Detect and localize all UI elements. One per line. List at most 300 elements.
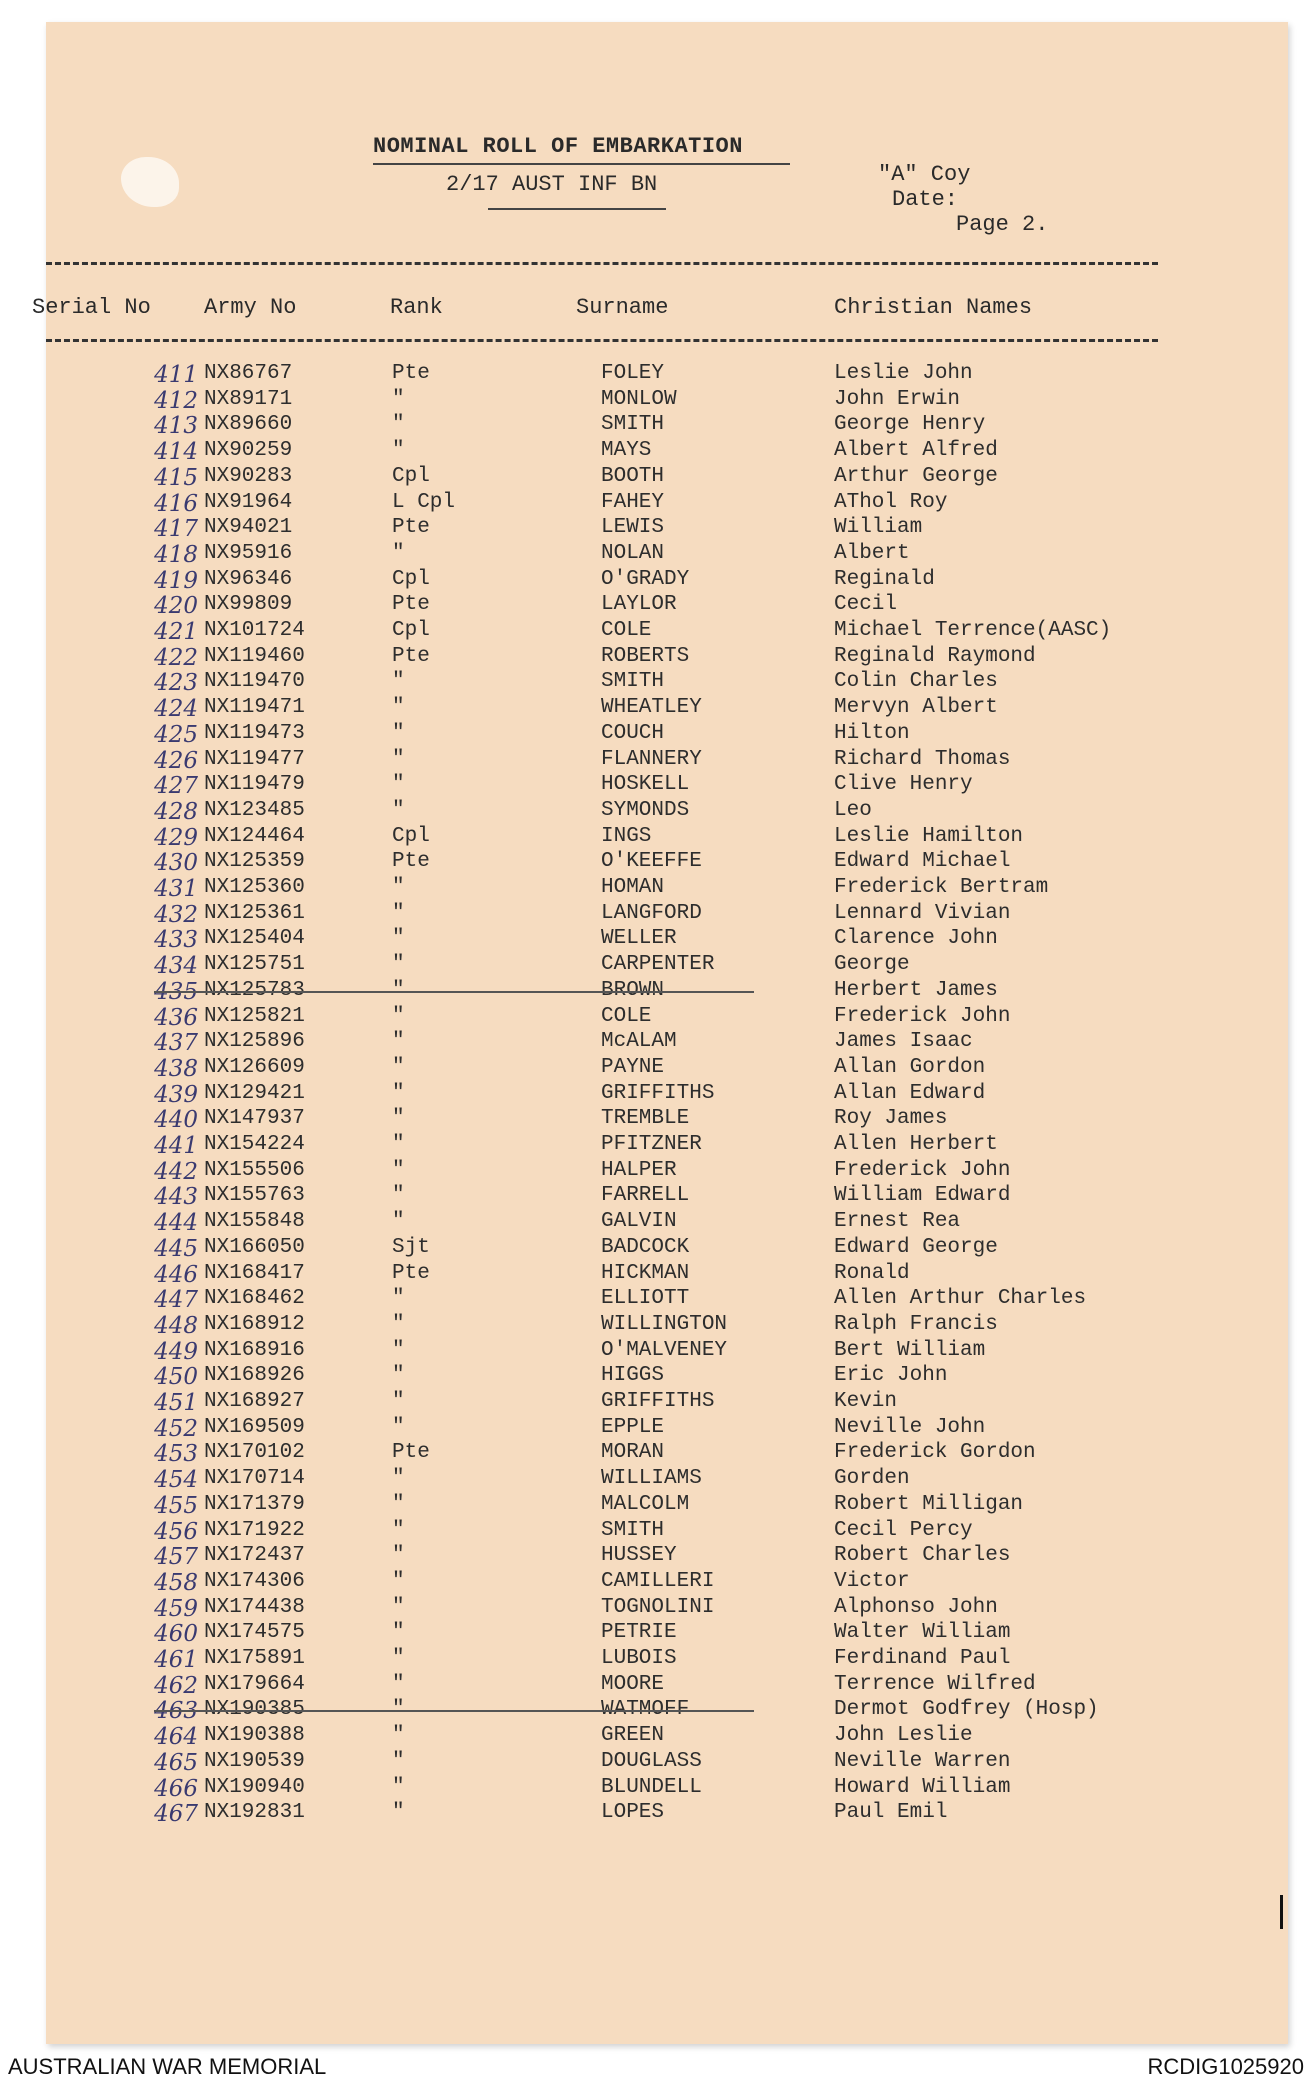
army-number: NX96346 [204, 567, 293, 591]
surname: NOLAN [601, 541, 665, 565]
table-row [46, 748, 1288, 774]
christian-names: Robert Milligan [834, 1492, 1024, 1516]
christian-names: Richard Thomas [834, 747, 1011, 771]
surname: GALVIN [601, 1210, 677, 1234]
surname: HUSSEY [601, 1544, 677, 1568]
rank: " [392, 1595, 405, 1619]
christian-names: Victor [834, 1569, 910, 1593]
army-number: NX86767 [204, 362, 293, 385]
army-number: NX119460 [204, 644, 305, 668]
rank: " [392, 1801, 405, 1825]
surname: FAHEY [601, 490, 665, 514]
table-row [46, 1493, 1288, 1519]
rank: " [392, 953, 405, 977]
table-row [46, 1544, 1288, 1570]
rank: " [392, 747, 405, 771]
surname: CAMILLERI [601, 1569, 715, 1593]
army-number: NX125821 [204, 1004, 305, 1028]
surname: HALPER [601, 1158, 677, 1182]
christian-names: William Edward [834, 1184, 1011, 1208]
serial-number: 445 [154, 1235, 198, 1262]
table-row [46, 722, 1288, 748]
table-row [46, 1801, 1288, 1827]
surname: PFITZNER [601, 1133, 702, 1156]
army-number: NX101724 [204, 619, 305, 642]
surname: O'MALVENEY [601, 1338, 728, 1362]
christian-names: Terrence Wilfred [834, 1672, 1036, 1696]
rank: " [392, 1775, 405, 1799]
christian-names: George [834, 953, 910, 977]
serial-number: 441 [154, 1133, 198, 1159]
army-number: NX174575 [204, 1621, 305, 1645]
table-row [46, 799, 1288, 825]
army-number: NX123485 [204, 798, 305, 822]
serial-number: 438 [154, 1055, 198, 1082]
serial-number: 416 [154, 490, 198, 517]
table-row [46, 1673, 1288, 1699]
rank: " [392, 1338, 405, 1362]
table-row [46, 1621, 1288, 1647]
table-row [46, 439, 1288, 465]
christian-names: Neville John [834, 1415, 986, 1439]
surname: LEWIS [601, 516, 665, 540]
table-row [46, 1519, 1288, 1545]
table-row [46, 1030, 1288, 1056]
serial-number: 453 [154, 1441, 198, 1468]
christian-names: Kevin [834, 1390, 898, 1413]
christian-names: Mervyn Albert [834, 696, 998, 720]
surname: LUBOIS [601, 1647, 677, 1670]
surname: LANGFORD [601, 901, 702, 925]
christian-names: Eric John [834, 1364, 948, 1388]
serial-number: 417 [154, 516, 198, 543]
serial-number: 463 [154, 1698, 198, 1725]
table-row [46, 696, 1288, 722]
surname: HOMAN [601, 876, 665, 899]
army-number: NX129421 [204, 1081, 305, 1105]
rank: " [392, 978, 405, 1002]
rank: " [392, 1287, 405, 1311]
army-number: NX147937 [204, 1107, 305, 1131]
surname: MAYS [601, 439, 652, 463]
surname: MONLOW [601, 387, 677, 411]
army-number: NX124464 [204, 824, 305, 848]
rank: Pte [392, 1441, 430, 1465]
serial-number: 440 [154, 1107, 198, 1134]
footer-credit-left: AUSTRALIAN WAR MEMORIAL [8, 2054, 327, 2079]
army-number: NX179664 [204, 1672, 305, 1696]
company-label: "A" Coy [878, 162, 971, 187]
serial-number: 450 [154, 1364, 198, 1391]
army-number: NX192831 [204, 1801, 305, 1825]
rank: Sjt [392, 1235, 430, 1259]
table-row [46, 465, 1288, 491]
strikethrough-line [154, 991, 754, 993]
christian-names: Herbert James [834, 978, 998, 1002]
christian-names: Frederick Gordon [834, 1441, 1036, 1465]
rank: " [392, 798, 405, 822]
rank: " [392, 1621, 405, 1645]
serial-number: 422 [154, 644, 198, 671]
army-number: NX119471 [204, 696, 305, 720]
table-row [46, 1082, 1288, 1108]
table-row [46, 1750, 1288, 1776]
table-row [46, 593, 1288, 619]
col-army-header: Army No [204, 295, 297, 320]
army-number: NX169509 [204, 1415, 305, 1439]
serial-number: 444 [154, 1210, 198, 1237]
surname: HOSKELL [601, 773, 690, 797]
christian-names: Allan Edward [834, 1081, 986, 1105]
surname: LOPES [601, 1801, 665, 1825]
army-number: NX125359 [204, 850, 305, 874]
surname: GREEN [601, 1724, 665, 1748]
christian-names: Clive Henry [834, 773, 973, 797]
table-row [46, 619, 1288, 645]
rank: " [392, 1158, 405, 1182]
table-row [46, 1441, 1288, 1467]
surname: DOUGLASS [601, 1749, 702, 1773]
surname: EPPLE [601, 1415, 665, 1439]
army-number: NX171379 [204, 1492, 305, 1516]
surname: FLANNERY [601, 747, 702, 771]
army-number: NX125361 [204, 901, 305, 925]
army-number: NX168417 [204, 1261, 305, 1285]
table-row [46, 362, 1288, 388]
table-row [46, 568, 1288, 594]
rank: Cpl [392, 567, 430, 591]
rank: Pte [392, 850, 430, 874]
christian-names: Leslie Hamilton [834, 824, 1024, 848]
army-number: NX175891 [204, 1647, 305, 1670]
serial-number: 464 [154, 1724, 198, 1751]
army-number: NX89171 [204, 387, 293, 411]
serial-number: 452 [154, 1415, 198, 1442]
christian-names: AThol Roy [834, 490, 948, 514]
christian-names: Lennard Vivian [834, 901, 1011, 925]
army-number: NX126609 [204, 1055, 305, 1079]
table-row [46, 927, 1288, 953]
rank: " [392, 1004, 405, 1028]
christian-names: Reginald [834, 567, 935, 591]
rank: " [392, 1055, 405, 1079]
serial-number: 429 [154, 824, 198, 851]
edge-mark [1280, 1895, 1283, 1929]
rank: " [392, 1081, 405, 1105]
surname: PETRIE [601, 1621, 677, 1645]
christian-names: Ernest Rea [834, 1210, 961, 1234]
army-number: NX190388 [204, 1724, 305, 1748]
christian-names: Edward Michael [834, 850, 1011, 874]
document-title: NOMINAL ROLL OF EMBARKATION [373, 134, 743, 159]
rank: " [392, 670, 405, 694]
rank: " [392, 1210, 405, 1234]
serial-number: 443 [154, 1184, 198, 1211]
army-number: NX155506 [204, 1158, 305, 1182]
serial-number: 451 [154, 1390, 198, 1416]
table-row [46, 773, 1288, 799]
table-row [46, 1416, 1288, 1442]
table-row [46, 1107, 1288, 1133]
christian-names: Hilton [834, 721, 910, 745]
rank: " [392, 1312, 405, 1336]
army-number: NX168912 [204, 1312, 305, 1336]
surname: BLUNDELL [601, 1775, 702, 1799]
surname: BROWN [601, 978, 665, 1002]
christian-names: Clarence John [834, 927, 998, 951]
army-number: NX155848 [204, 1210, 305, 1234]
serial-number: 423 [154, 670, 198, 697]
surname: ROBERTS [601, 644, 690, 668]
surname: MALCOLM [601, 1492, 690, 1516]
surname: SMITH [601, 1518, 665, 1542]
serial-number: 459 [154, 1595, 198, 1622]
christian-names: Alphonso John [834, 1595, 998, 1619]
surname: ELLIOTT [601, 1287, 690, 1311]
christian-names: Colin Charles [834, 670, 998, 694]
serial-number: 435 [154, 978, 198, 1005]
surname: GRIFFITHS [601, 1390, 715, 1413]
unit-underline [488, 208, 666, 210]
rank: Pte [392, 1261, 430, 1285]
table-row [46, 1287, 1288, 1313]
surname: FARRELL [601, 1184, 690, 1208]
table-row [46, 1467, 1288, 1493]
army-number: NX168926 [204, 1364, 305, 1388]
rank: " [392, 696, 405, 720]
serial-number: 454 [154, 1467, 198, 1494]
rank: " [392, 901, 405, 925]
rank: " [392, 1749, 405, 1773]
christian-names: Ronald [834, 1261, 910, 1285]
table-row [46, 1647, 1288, 1673]
christian-names: Michael Terrence(AASC) [834, 619, 1112, 642]
christian-names: Dermot Godfrey (Hosp) [834, 1698, 1099, 1722]
rank: " [392, 1518, 405, 1542]
christian-names: Walter William [834, 1621, 1011, 1645]
surname: PAYNE [601, 1055, 665, 1079]
table-row [46, 1236, 1288, 1262]
rank: " [392, 1647, 405, 1670]
serial-number: 467 [154, 1801, 198, 1828]
rank: " [392, 1492, 405, 1516]
christian-names: John Erwin [834, 387, 961, 411]
surname: SYMONDS [601, 798, 690, 822]
table-row [46, 645, 1288, 671]
surname: WILLIAMS [601, 1467, 702, 1491]
rank: " [392, 773, 405, 797]
rank: Cpl [392, 464, 430, 488]
rank: L Cpl [392, 490, 456, 514]
surname: WILLINGTON [601, 1312, 728, 1336]
christian-names: Cecil [834, 593, 898, 617]
surname: GRIFFITHS [601, 1081, 715, 1105]
christian-names: Arthur George [834, 464, 998, 488]
serial-number: 457 [154, 1544, 198, 1571]
surname: MORAN [601, 1441, 665, 1465]
rank: " [392, 1107, 405, 1131]
army-number: NX119477 [204, 747, 305, 771]
surname: MOORE [601, 1672, 665, 1696]
army-number: NX168927 [204, 1390, 305, 1413]
serial-number: 432 [154, 901, 198, 928]
army-number: NX190940 [204, 1775, 305, 1799]
army-number: NX170102 [204, 1441, 305, 1465]
table-row [46, 1184, 1288, 1210]
header-bottom-rule [46, 339, 1158, 342]
army-number: NX172437 [204, 1544, 305, 1568]
christian-names: Albert [834, 541, 910, 565]
christian-names: Edward George [834, 1235, 998, 1259]
table-row [46, 1698, 1288, 1724]
rank: Pte [392, 593, 430, 617]
christian-names: Allen Herbert [834, 1133, 998, 1156]
army-number: NX190539 [204, 1749, 305, 1773]
army-number: NX174438 [204, 1595, 305, 1619]
christian-names: Albert Alfred [834, 439, 998, 463]
surname: COLE [601, 619, 652, 642]
serial-number: 461 [154, 1647, 198, 1673]
table-row [46, 1776, 1288, 1802]
surname: TREMBLE [601, 1107, 690, 1131]
army-number: NX168916 [204, 1338, 305, 1362]
table-row [46, 876, 1288, 902]
serial-number: 415 [154, 464, 198, 491]
serial-number: 433 [154, 927, 198, 954]
serial-number: 466 [154, 1775, 198, 1802]
christian-names: Frederick John [834, 1158, 1011, 1182]
column-header-row [32, 287, 1288, 327]
table-row [46, 491, 1288, 517]
christian-names: Roy James [834, 1107, 948, 1131]
rank: Pte [392, 644, 430, 668]
serial-number: 449 [154, 1338, 198, 1365]
army-number: NX125360 [204, 876, 305, 899]
rank: " [392, 387, 405, 411]
table-row [46, 1056, 1288, 1082]
serial-number: 447 [154, 1287, 198, 1314]
army-number: NX119470 [204, 670, 305, 694]
surname: FOLEY [601, 362, 665, 385]
christian-names: Ferdinand Paul [834, 1647, 1011, 1670]
footer-credit-right: RCDIG1025920 [1147, 2054, 1304, 2079]
surname: COLE [601, 1004, 652, 1028]
surname: HICKMAN [601, 1261, 690, 1285]
serial-number: 446 [154, 1261, 198, 1288]
unit-name: 2/17 AUST INF BN [446, 172, 658, 197]
serial-number: 448 [154, 1312, 198, 1339]
serial-number: 411 [154, 362, 198, 388]
surname: LAYLOR [601, 593, 677, 617]
christian-names: Bert William [834, 1338, 986, 1362]
table-row [46, 1210, 1288, 1236]
serial-number: 428 [154, 798, 198, 825]
army-number: NX99809 [204, 593, 293, 617]
surname: TOGNOLINI [601, 1595, 715, 1619]
surname: O'GRADY [601, 567, 690, 591]
rank: " [392, 1390, 405, 1413]
army-number: NX90259 [204, 439, 293, 463]
table-row [46, 1262, 1288, 1288]
christian-names: Frederick John [834, 1004, 1011, 1028]
army-number: NX170714 [204, 1467, 305, 1491]
army-number: NX154224 [204, 1133, 305, 1156]
rank: Pte [392, 362, 430, 385]
table-row [46, 1596, 1288, 1622]
rank: " [392, 721, 405, 745]
christian-names: William [834, 516, 923, 540]
army-number: NX168462 [204, 1287, 305, 1311]
serial-number: 465 [154, 1749, 198, 1776]
army-number: NX119479 [204, 773, 305, 797]
table-row [46, 542, 1288, 568]
surname: WATMOFF [601, 1698, 690, 1722]
christian-names: John Leslie [834, 1724, 973, 1748]
serial-number: 431 [154, 876, 198, 902]
rank: " [392, 1415, 405, 1439]
table-row [46, 1570, 1288, 1596]
table-row [46, 1159, 1288, 1185]
army-number: NX119473 [204, 721, 305, 745]
christian-names: Gorden [834, 1467, 910, 1491]
serial-number: 427 [154, 773, 198, 800]
rank: Cpl [392, 824, 430, 848]
serial-number: 439 [154, 1081, 198, 1108]
title-underline [373, 163, 790, 165]
table-row [46, 1364, 1288, 1390]
table-row [46, 388, 1288, 414]
table-row [46, 850, 1288, 876]
christian-names: Leo [834, 798, 872, 822]
table-row [46, 979, 1288, 1005]
rank: Pte [392, 516, 430, 540]
table-row [46, 1005, 1288, 1031]
col-rank-header: Rank [390, 295, 443, 320]
army-number: NX174306 [204, 1569, 305, 1593]
christian-names: Reginald Raymond [834, 644, 1036, 668]
surname: INGS [601, 824, 652, 848]
table-row [46, 1133, 1288, 1159]
rank: " [392, 1724, 405, 1748]
surname: COUCH [601, 721, 665, 745]
christian-names: Neville Warren [834, 1749, 1011, 1773]
rank: " [392, 1569, 405, 1593]
date-label: Date: [892, 187, 959, 212]
army-number: NX166050 [204, 1235, 305, 1259]
rank: " [392, 413, 405, 437]
serial-number: 437 [154, 1030, 198, 1057]
rank: " [392, 927, 405, 951]
surname: CARPENTER [601, 953, 715, 977]
serial-number: 442 [154, 1158, 198, 1185]
serial-number: 412 [154, 387, 198, 414]
christian-names: Howard William [834, 1775, 1011, 1799]
surname: McALAM [601, 1030, 677, 1054]
rank: " [392, 1672, 405, 1696]
rank: " [392, 1184, 405, 1208]
army-number: NX90283 [204, 464, 293, 488]
rank: " [392, 1364, 405, 1388]
table-row [46, 1390, 1288, 1416]
document-sheet [32, 22, 1288, 2044]
surname: WELLER [601, 927, 677, 951]
rank: " [392, 1698, 405, 1722]
serial-number: 426 [154, 747, 198, 774]
christian-names: Allan Gordon [834, 1055, 986, 1079]
serial-number: 421 [154, 619, 198, 645]
army-number: NX155763 [204, 1184, 305, 1208]
surname: SMITH [601, 413, 665, 437]
